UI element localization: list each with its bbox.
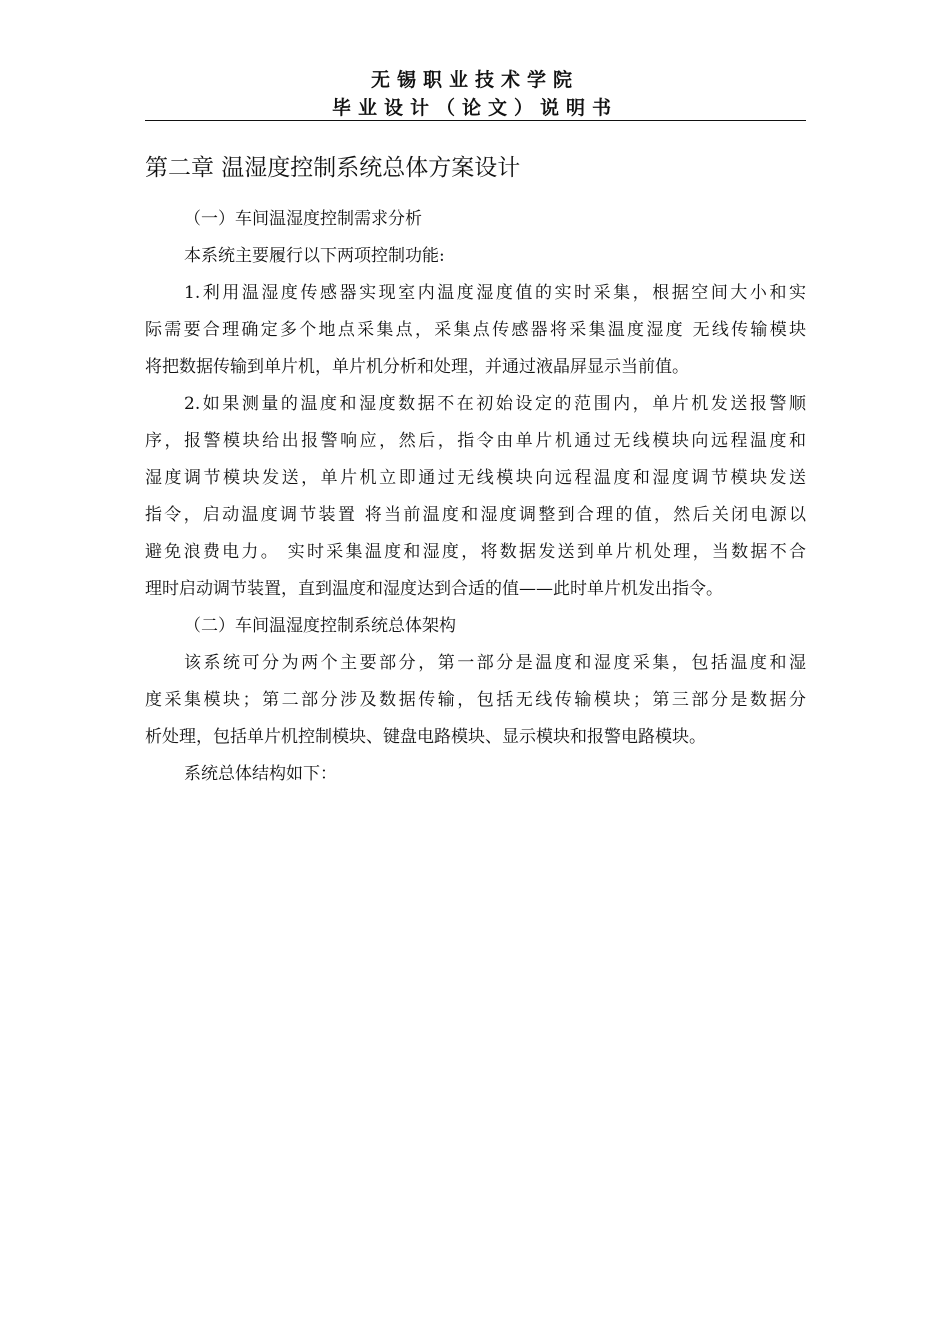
paragraph-line: 湿度调节模块发送，单片机立即通过无线模块向远程温度和湿度调节模块发送 [145, 468, 806, 488]
header-school-name: 无锡职业技术学院 [370, 69, 579, 91]
paragraph-line: 系统总体结构如下： [184, 764, 337, 784]
paragraph-line: 度采集模块；第二部分涉及数据传输，包括无线传输模块；第三部分是数据分 [145, 690, 806, 710]
page-header [145, 66, 805, 122]
paragraph-line: 指令，启动温度调节装置 将当前温度和湿度调整到合理的值，然后关闭电源以 [145, 505, 806, 525]
paragraph-line: 际需要合理确定多个地点采集点，采集点传感器将采集温度湿度 无线传输模块 [145, 320, 806, 340]
section-heading-requirements: （一）车间温湿度控制需求分析 [184, 209, 422, 229]
paragraph-line: 1.利用温湿度传感器实现室内温度湿度值的实时采集，根据空间大小和实 [184, 283, 806, 303]
paragraph-line: 将把数据传输到单片机，单片机分析和处理，并通过液晶屏显示当前值。 [145, 357, 689, 377]
paragraph-line: 析处理，包括单片机控制模块、键盘电路模块、显示模块和报警电路模块。 [145, 727, 706, 747]
paragraph-line: 序，报警模块给出报警响应，然后，指令由单片机通过无线模块向远程温度和 [145, 431, 806, 451]
header-document-type: 毕业设计（论文）说明书 [331, 97, 618, 119]
header-divider [145, 120, 806, 121]
chapter-title: 第二章 温湿度控制系统总体方案设计 [145, 155, 521, 181]
section-heading-architecture: （二）车间温湿度控制系统总体架构 [184, 616, 456, 636]
paragraph-line: 该系统可分为两个主要部分，第一部分是温度和湿度采集，包括温度和湿 [184, 653, 806, 673]
paragraph-line: 本系统主要履行以下两项控制功能: [184, 246, 445, 266]
paragraph-line: 避免浪费电力。 实时采集温度和湿度，将数据发送到单片机处理，当数据不合 [145, 542, 806, 562]
paragraph-line: 2.如果测量的温度和湿度数据不在初始设定的范围内，单片机发送报警顺 [184, 394, 806, 414]
paragraph-line: 理时启动调节装置，直到温度和湿度达到合适的值——此时单片机发出指令。 [145, 579, 723, 599]
